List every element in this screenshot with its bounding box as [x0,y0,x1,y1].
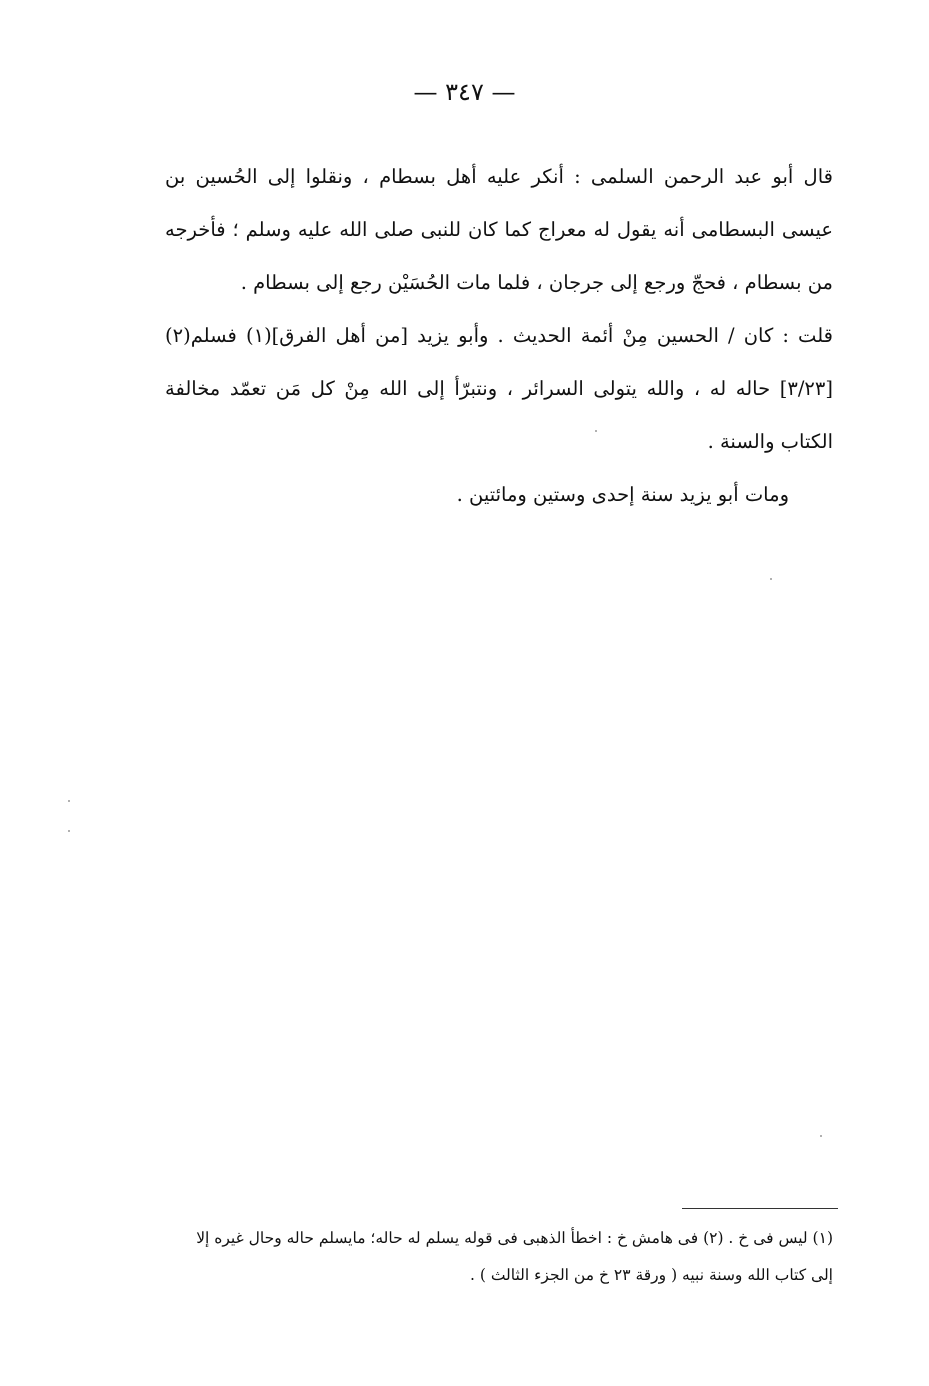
scan-speck [820,1135,822,1137]
paragraph-1: قال أبو عبد الرحمن السلمى : أنكر عليه أهل بسطام ، ونقلوا إلى الحُسين بن عيسى البسطامى أنه يقول له معراج كما كان للنبى صلى الله عليه وسلم ؛ فأخرجه من بسطام ، فحجّ ورجع إلى جرجان ، فلما مات الحُسَيْن رجع إلى بسطام . [165,165,833,294]
footnote-line-2: إلى كتاب الله وسنة نبيه ( ورقة ٢٣ خ من الجزء الثالث ) . [469,1266,833,1284]
footnote-line-1: (١) ليس فى خ . (٢) فى هامش خ : اخطأ الذهبى فى قوله يسلم له حاله؛ مايسلم حاله وحال غيره إلا [196,1229,833,1247]
scan-speck [68,830,70,832]
body-text [165,150,833,521]
scan-speck [595,430,597,432]
footnotes [160,1220,833,1294]
scan-speck [68,800,70,802]
paragraph-2: قلت : كان / الحسين مِنْ أئمة الحديث . وأبو يزيد [من أهل الفرق](١) فسلم(٢)[٣/٢٣] حاله له ، والله يتولى السرائر ، ونتبرّأ إلى الله مِنْ كل مَن تعمّد مخالفة الكتاب والسنة . [165,324,833,453]
footnote-divider [682,1208,838,1209]
paragraph-3: ومات أبو يزيد سنة إحدى وستين ومائتين . [456,483,789,506]
page-number: — ٣٤٧ — [413,78,516,106]
scan-speck [770,578,772,580]
